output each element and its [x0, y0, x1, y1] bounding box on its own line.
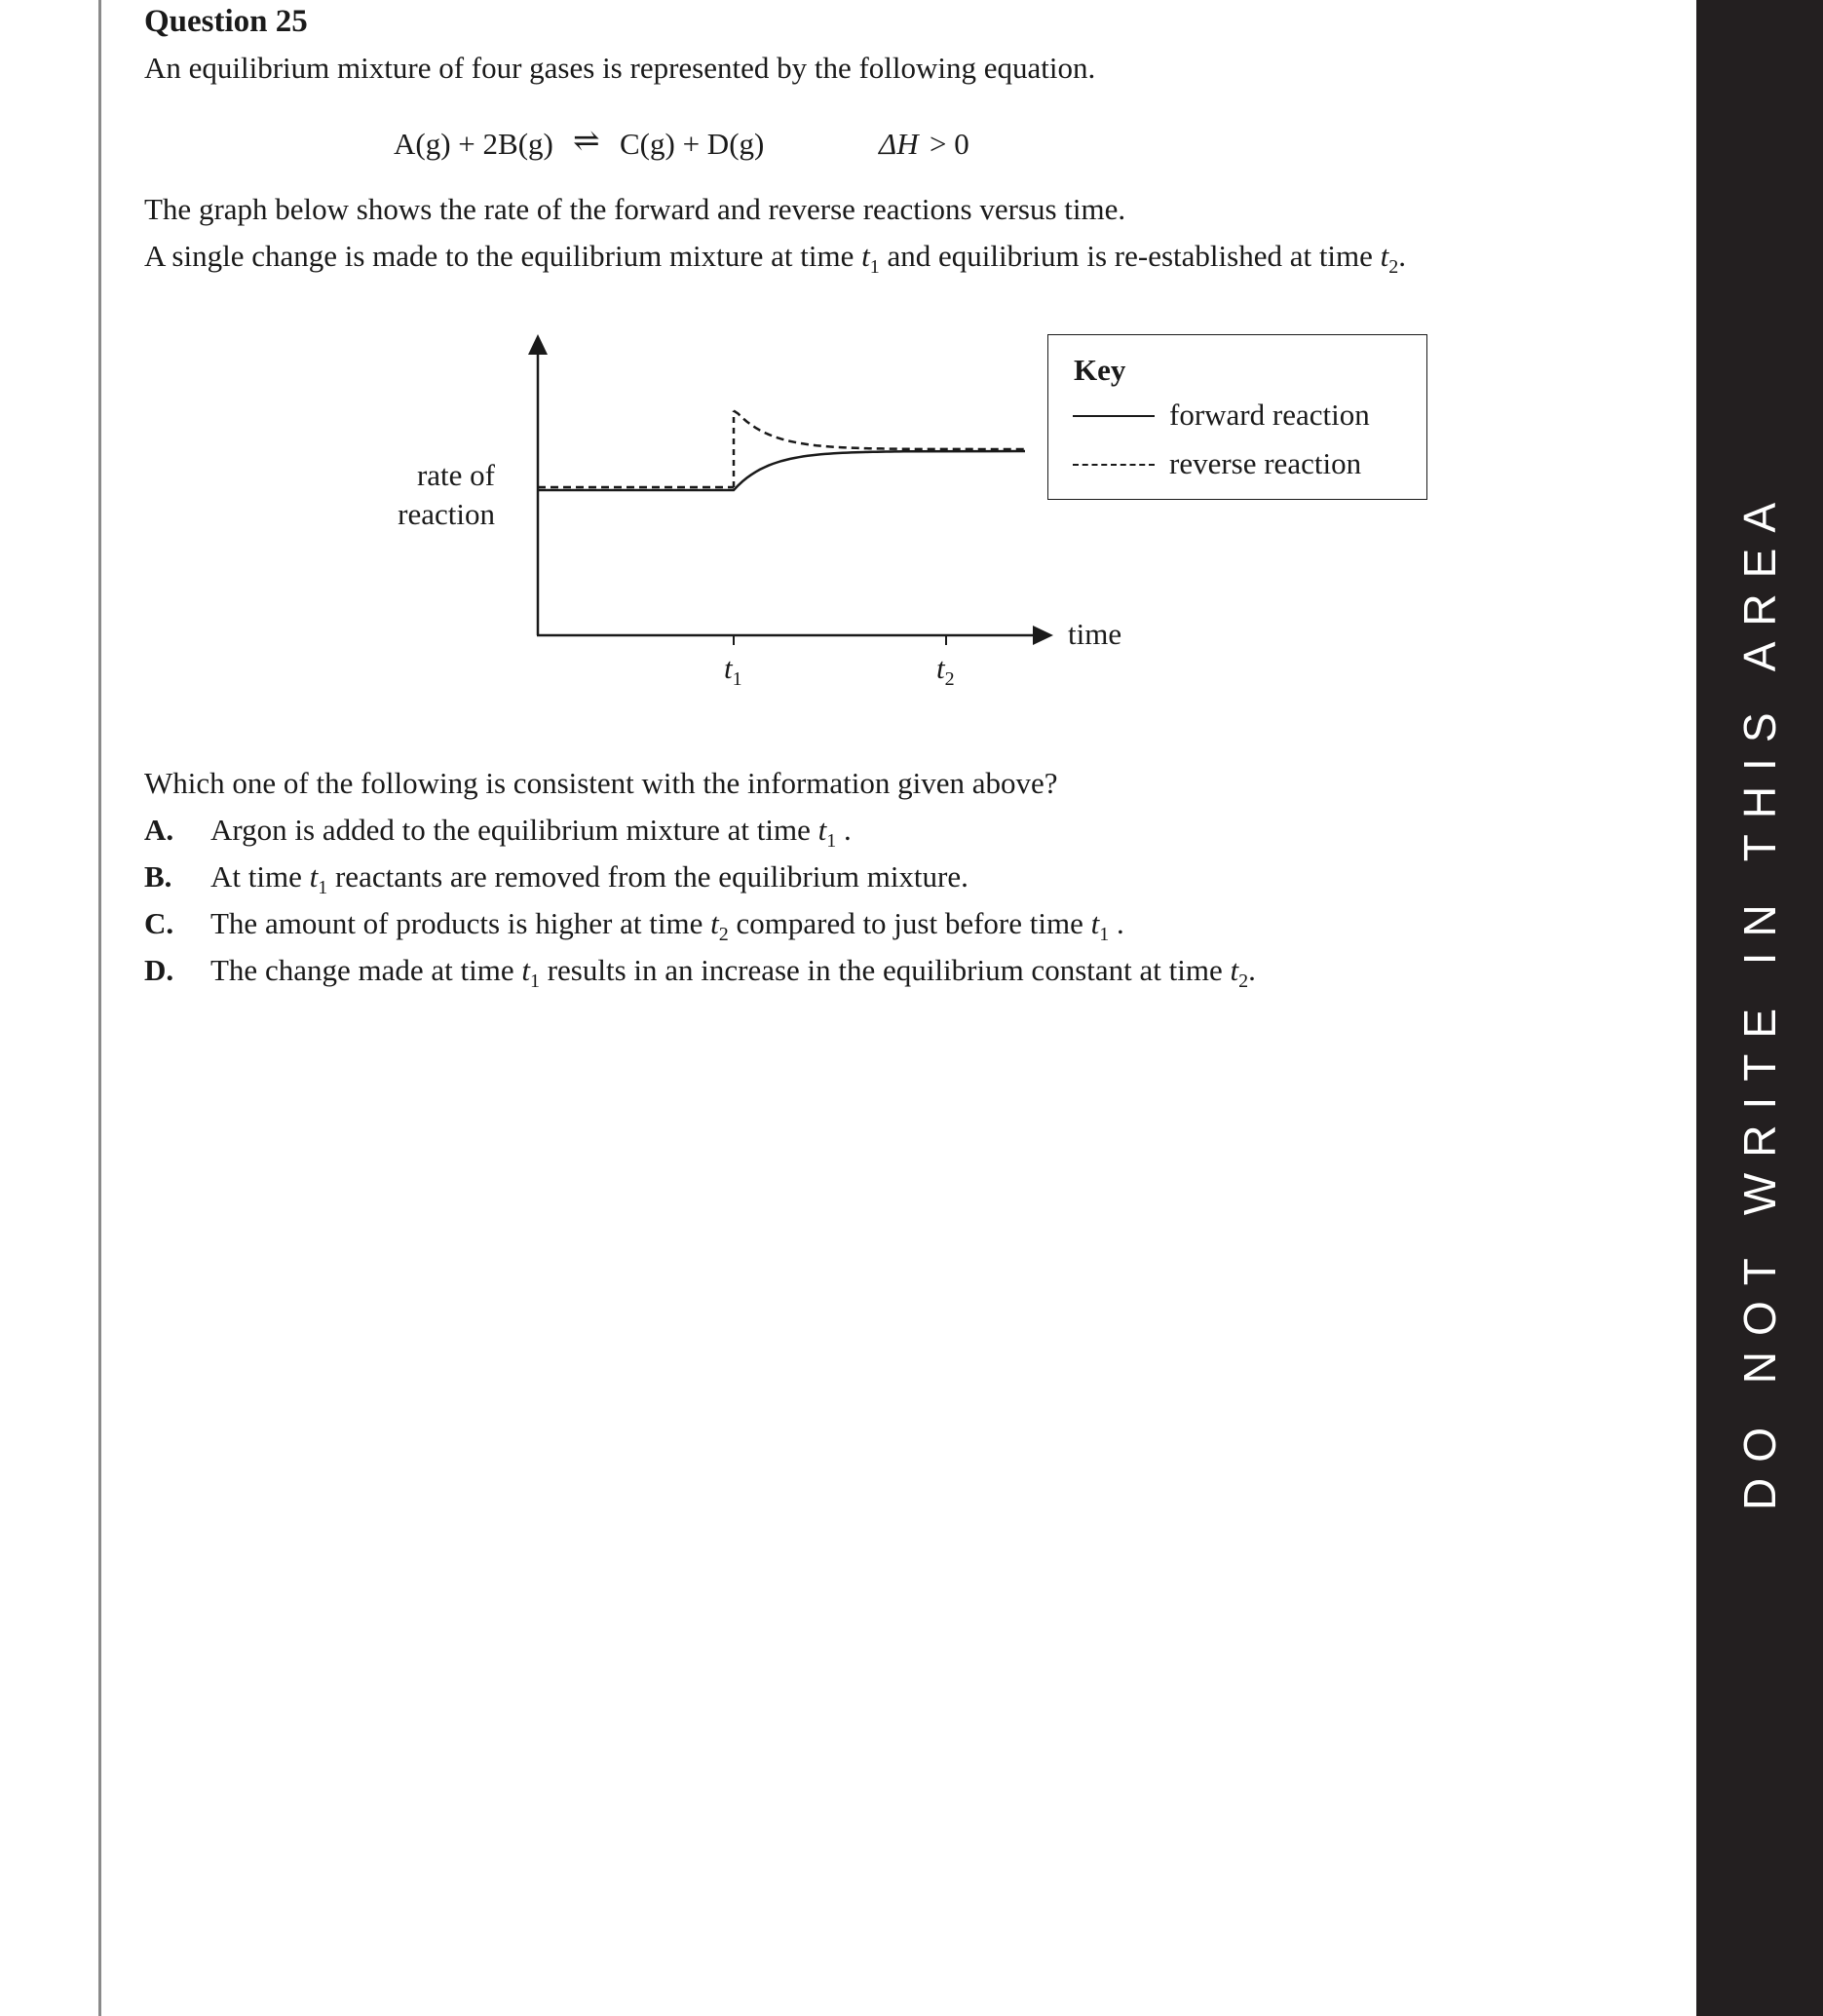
x-axis-arrowhead — [1033, 626, 1053, 645]
series-reverse-reaction — [538, 411, 1025, 487]
y-axis-arrowhead — [528, 334, 548, 355]
option-a-text: Argon is added to the equilibrium mixture at time $t_1$ . — [210, 813, 852, 853]
enthalpy-condition: > 0 — [930, 127, 969, 161]
enthalpy-symbol: ΔH — [879, 127, 919, 161]
option-d-text: The change made at time $t_1$ results in an increase in the equilibrium constant at time $t_2$. — [210, 953, 1256, 993]
option-b-letter: B. — [144, 859, 172, 894]
x-axis-label: time — [1068, 617, 1122, 651]
question-title: Question 25 — [144, 4, 308, 39]
legend-box — [1047, 334, 1427, 500]
legend-forward-label: forward reaction — [1169, 398, 1370, 432]
legend-title: Key — [1074, 353, 1126, 387]
option-a-letter: A. — [144, 813, 174, 847]
tick-label-t1: $t_1$ — [724, 651, 742, 691]
equation-rhs: C(g) + D(g) — [620, 127, 765, 161]
option-c-text: The amount of products is higher at time $t_2$ compared to just before time $t_1$ . — [210, 906, 1124, 946]
option-c-letter: C. — [144, 906, 174, 940]
question-intro: An equilibrium mixture of four gases is represented by the following equation. — [144, 51, 1096, 85]
legend-dashed-line — [1073, 464, 1155, 466]
y-axis-label: rate of reaction — [398, 458, 495, 531]
rate-graph — [0, 322, 1823, 1062]
do-not-write-label: DO NOT WRITE IN THIS AREA — [1734, 486, 1785, 1511]
series-forward-reaction — [538, 451, 1025, 490]
option-d-letter: D. — [144, 953, 174, 987]
change-description: A single change is made to the equilibrium mixture at time $t_1$ and equilibrium is re-established at time $t_2$. — [144, 239, 1407, 279]
option-b-text: At time $t_1$ reactants are removed from the equilibrium mixture. — [210, 859, 968, 899]
graph-description: The graph below shows the rate of the forward and reverse reactions versus time. — [144, 192, 1126, 226]
tick-label-t2: $t_2$ — [936, 651, 955, 691]
equation-lhs: A(g) + 2B(g) — [394, 127, 553, 161]
legend-reverse-label: reverse reaction — [1169, 446, 1362, 480]
equilibrium-arrow: ⇌ — [573, 124, 600, 159]
question-prompt: Which one of the following is consistent with the information given above? — [144, 766, 1058, 800]
legend-solid-line — [1073, 415, 1155, 417]
